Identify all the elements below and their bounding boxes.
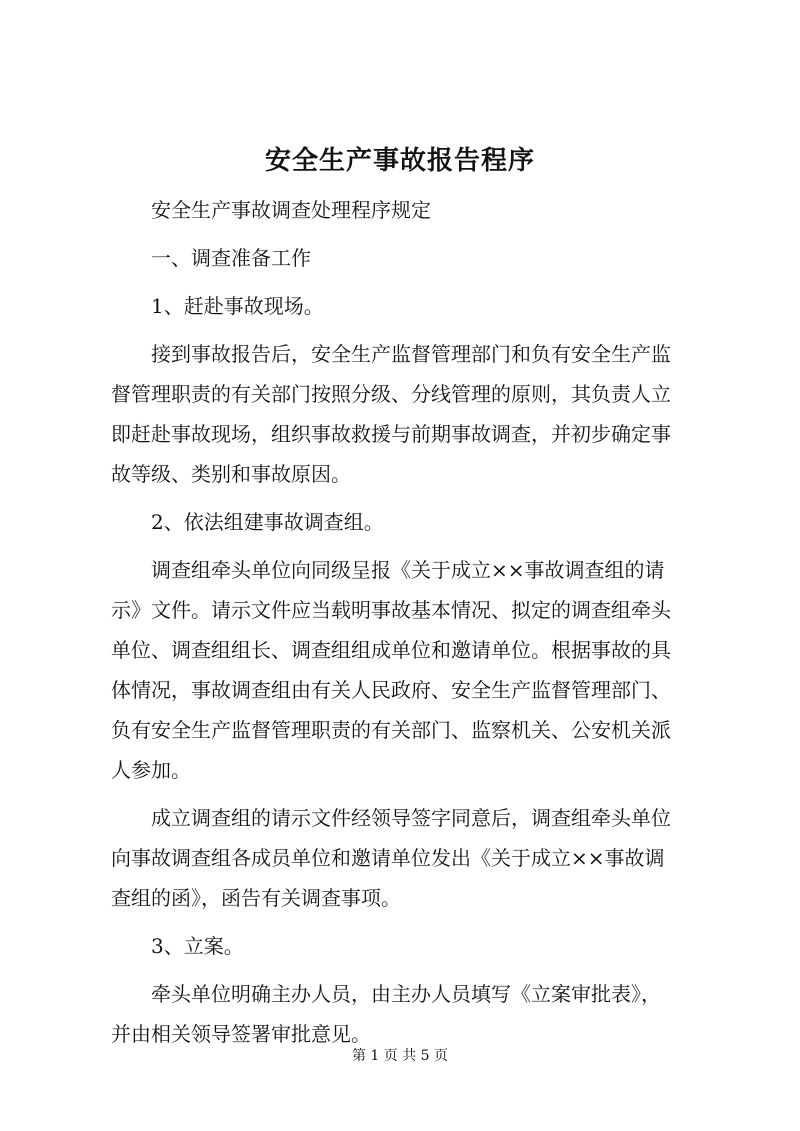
paragraph-line: 1、赶赴事故现场。 <box>151 294 324 318</box>
paragraph-line: 向事故调查组各成员单位和邀请单位发出《关于成立××事故调 <box>111 846 665 870</box>
page-title: 安全生产事故报告程序 <box>264 146 535 176</box>
paragraph <box>111 974 711 1054</box>
paragraph-line: 体情况，事故调查组由有关人民政府、安全生产监督管理部门、 <box>111 678 671 702</box>
paragraph-line: 查组的函》，函告有关调查事项。 <box>111 886 401 910</box>
paragraph-line: 督管理职责的有关部门按照分级、分线管理的原则，其负责人立 <box>111 382 671 406</box>
paragraph-line: 安全生产事故调查处理程序规定 <box>151 198 431 222</box>
subsection-heading <box>111 502 711 542</box>
document-body <box>111 190 711 1054</box>
paragraph <box>111 190 711 230</box>
paragraph-line: 故等级、类别和事故原因。 <box>111 462 351 486</box>
paragraph-line: 牵头单位明确主办人员，由主办人员填写《立案审批表》， <box>151 982 661 1006</box>
subsection-heading <box>111 926 711 966</box>
paragraph-line: 即赶赴事故现场，组织事故救援与前期事故调查，并初步确定事 <box>111 422 671 446</box>
paragraph <box>111 550 711 790</box>
page-number: 第 1 页 共 5 页 <box>351 1048 449 1064</box>
paragraph-line: 并由相关领导签署审批意见。 <box>111 1022 371 1046</box>
paragraph <box>111 334 711 494</box>
paragraph-line: 成立调查组的请示文件经领导签字同意后，调查组牵头单位 <box>151 806 671 830</box>
section-heading <box>111 238 711 278</box>
paragraph-line: 负有安全生产监督管理职责的有关部门、监察机关、公安机关派 <box>111 718 671 742</box>
paragraph-line: 示》文件。请示文件应当载明事故基本情况、拟定的调查组牵头 <box>111 598 671 622</box>
paragraph-line: 接到事故报告后，安全生产监督管理部门和负有安全生产监 <box>151 342 671 366</box>
paragraph-line: 一、调查准备工作 <box>151 246 311 270</box>
paragraph-line: 调查组牵头单位向同级呈报《关于成立××事故调查组的请 <box>151 558 665 582</box>
paragraph-line: 单位、调查组组长、调查组组成单位和邀请单位。根据事故的具 <box>111 638 671 662</box>
paragraph <box>111 798 711 918</box>
paragraph-line: 3、立案。 <box>151 934 244 958</box>
paragraph-line: 2、依法组建事故调查组。 <box>151 510 384 534</box>
paragraph-line: 人参加。 <box>111 758 191 782</box>
subsection-heading <box>111 286 711 326</box>
